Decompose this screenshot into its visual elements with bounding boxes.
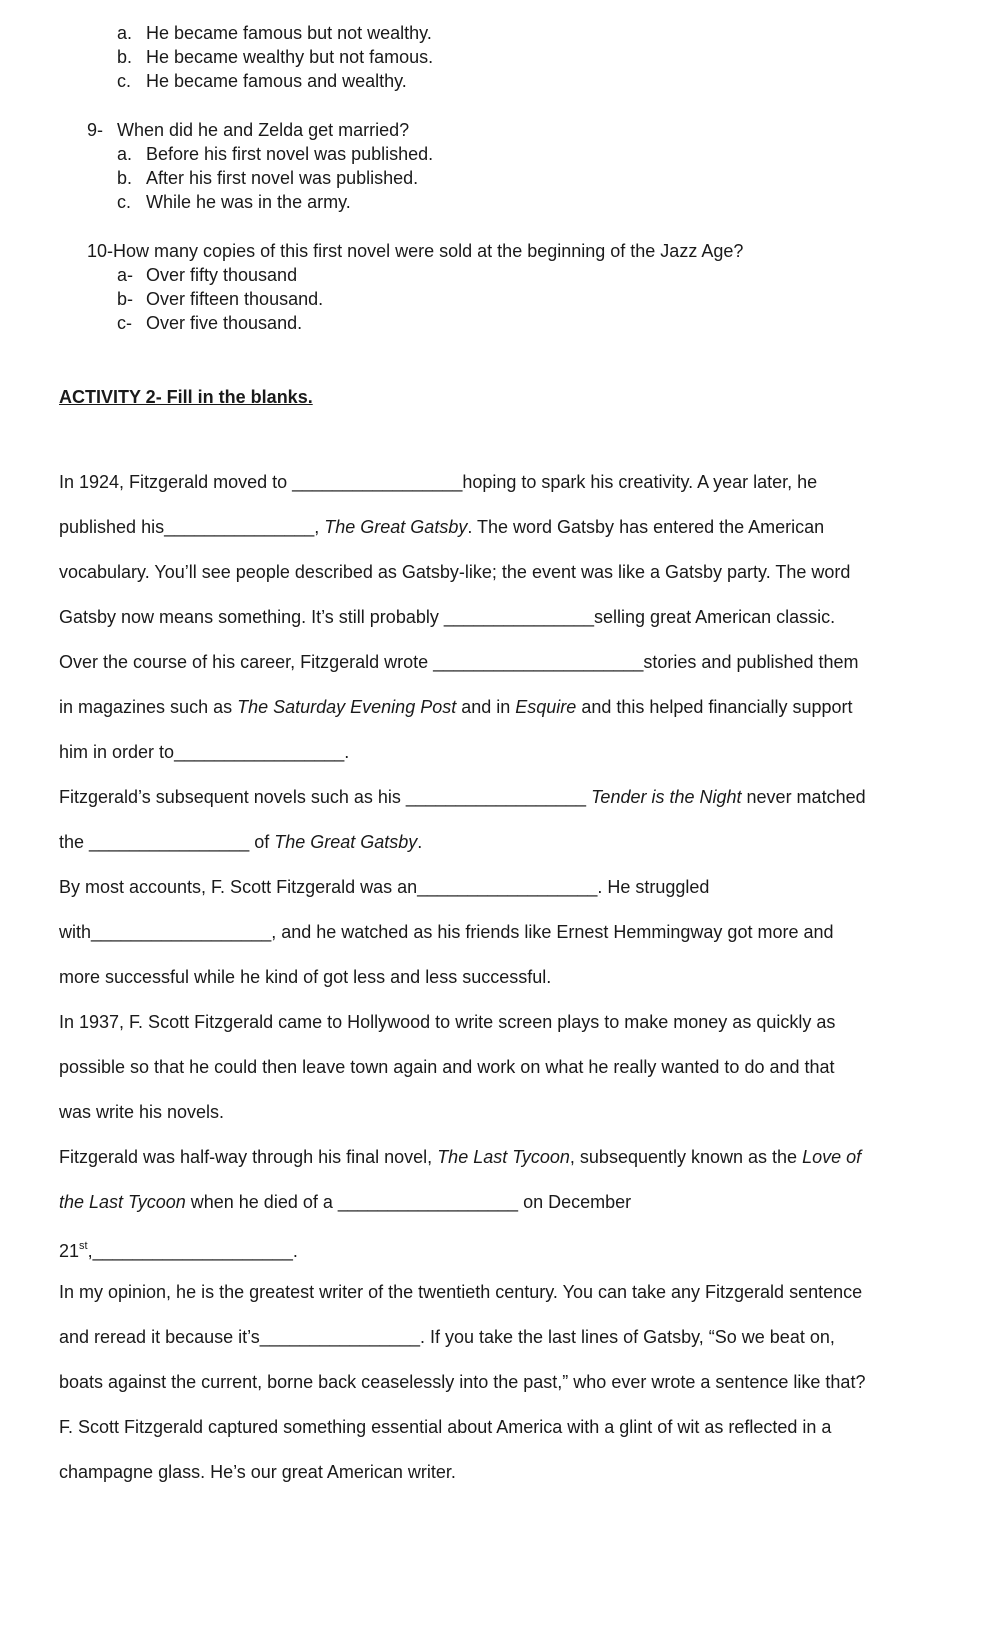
blank-field[interactable]: __________________ (337, 1192, 519, 1212)
magazine-title: Esquire (515, 697, 577, 717)
passage-line (59, 740, 349, 764)
option-marker: c. (117, 192, 132, 212)
line-text: hoping to spark his creativity. A year later, he (462, 472, 818, 492)
blank-field[interactable]: _________________ (174, 742, 345, 762)
q10-option-a (117, 263, 297, 287)
q9-option-c (117, 190, 351, 214)
line-text: Over the course of his career, Fitzgerald wrote (59, 652, 434, 672)
passage-line (59, 695, 853, 719)
activity-2-heading: ACTIVITY 2- Fill in the blanks. (59, 387, 313, 407)
line-text: selling great American classic. (594, 607, 836, 627)
passage-line (59, 875, 709, 899)
line-text: Fitzgerald’s subsequent novels such as his (59, 787, 406, 807)
line-text: when he died of a (185, 1192, 338, 1212)
line-text: with (59, 922, 92, 942)
passage-line: champagne glass. He’s our great American writer. (59, 1462, 456, 1482)
line-text: . The word Gatsby has entered the American (467, 517, 825, 537)
option-text: While he was in the army. (146, 192, 351, 212)
book-title: Love of (802, 1147, 862, 1167)
line-text: stories and published them (643, 652, 859, 672)
passage-line: In my opinion, he is the greatest writer of the twentieth century. You can take any Fitzgerald sentence (59, 1282, 863, 1302)
passage-line: more successful while he kind of got less and less successful. (59, 967, 552, 987)
blank-field[interactable]: __________________ (91, 922, 272, 942)
q10-option-b (117, 287, 323, 311)
option-text: Over fifteen thousand. (146, 289, 324, 309)
line-text: Fitzgerald was half-way through his final novel, (59, 1147, 438, 1167)
option-text: Before his first novel was published. (146, 144, 434, 164)
blank-field[interactable]: ____________________ (92, 1241, 293, 1261)
question-number: 9- (87, 120, 104, 140)
blank-field[interactable]: __________________ (405, 787, 587, 807)
line-text: By most accounts, F. Scott Fitzgerald was an (59, 877, 418, 897)
option-text: He became famous and wealthy. (146, 71, 407, 91)
line-text: of (249, 832, 275, 852)
blank-field[interactable]: _____________________ (433, 652, 644, 672)
ordinal-suffix: st (79, 1240, 88, 1252)
option-marker: c. (117, 71, 132, 91)
book-title: Tender is the Night (591, 787, 742, 807)
option-text: He became famous but not wealthy. (146, 23, 432, 43)
passage-line (59, 650, 859, 674)
passage-line (59, 605, 835, 629)
line-text: in magazines such as (59, 697, 238, 717)
passage-line: was write his novels. (59, 1102, 225, 1122)
line-text: , (87, 1241, 93, 1261)
q10-stem (87, 239, 743, 263)
book-title: The Great Gatsby (274, 832, 418, 852)
line-text: and this helped financially support (576, 697, 853, 717)
book-title: The Great Gatsby (324, 517, 468, 537)
blank-field[interactable]: __________________ (417, 877, 598, 897)
option-text: After his first novel was published. (146, 168, 419, 188)
passage-line: vocabulary. You’ll see people described as Gatsby-like; the event was like a Gatsby party. The word (59, 562, 851, 582)
passage-line (59, 1190, 631, 1214)
passage-line: boats against the current, borne back ceaselessly into the past,” who ever wrote a sentence like that? (59, 1372, 866, 1392)
passage-line (59, 920, 834, 944)
q8-option-a (117, 21, 432, 45)
blank-field[interactable]: _________________ (292, 472, 463, 492)
book-title: The Last Tycoon (437, 1147, 570, 1167)
option-marker: b- (117, 289, 134, 309)
option-marker: b. (117, 168, 133, 188)
passage-line: possible so that he could then leave town again and work on what he really wanted to do and that (59, 1057, 835, 1077)
line-text: . (417, 832, 423, 852)
option-text: Over fifty thousand (146, 265, 298, 285)
option-text: He became wealthy but not famous. (146, 47, 434, 67)
line-text: and in (456, 697, 516, 717)
line-text: him in order to (59, 742, 175, 762)
line-text: , and he watched as his friends like Ernest Hemmingway got more and (271, 922, 834, 942)
line-text: . He struggled (597, 877, 710, 897)
q8-option-c (117, 69, 407, 93)
line-text: 21 (59, 1241, 80, 1261)
blank-field[interactable]: ________________ (89, 832, 250, 852)
line-text: . (292, 1241, 298, 1261)
line-text: on December (518, 1192, 632, 1212)
option-marker: b. (117, 47, 133, 67)
book-title: the Last Tycoon (59, 1192, 186, 1212)
line-text: In 1924, Fitzgerald moved to (59, 472, 293, 492)
option-text: Over five thousand. (146, 313, 303, 333)
passage-line (59, 1145, 861, 1169)
q9-stem (87, 118, 409, 142)
line-text: , (314, 517, 325, 537)
blank-field[interactable]: _______________ (164, 517, 315, 537)
line-text: never matched (741, 787, 866, 807)
magazine-title: The Saturday Evening Post (237, 697, 457, 717)
question-text: How many copies of this first novel were sold at the beginning of the Jazz Age? (113, 241, 744, 261)
q10-option-c (117, 311, 302, 335)
passage-line: In 1937, F. Scott Fitzgerald came to Hollywood to write screen plays to make money as quickly as (59, 1012, 836, 1032)
q9-option-b (117, 166, 418, 190)
line-text: . (344, 742, 350, 762)
option-marker: a. (117, 144, 133, 164)
passage-line (59, 785, 866, 809)
passage-line (59, 830, 422, 854)
option-marker: c- (117, 313, 132, 333)
passage-line (59, 1235, 298, 1263)
blank-field[interactable]: _______________ (443, 607, 595, 627)
line-text: , subsequently known as the (569, 1147, 803, 1167)
q8-option-b (117, 45, 433, 69)
passage-line (59, 1325, 835, 1349)
option-marker: a. (117, 23, 133, 43)
question-text: When did he and Zelda get married? (117, 120, 410, 140)
option-marker: a- (117, 265, 134, 285)
blank-field[interactable]: ________________ (259, 1327, 420, 1347)
passage-line (59, 515, 824, 539)
line-text: published his (59, 517, 165, 537)
passage-line: F. Scott Fitzgerald captured something essential about America with a glint of wit as reflected in a (59, 1417, 832, 1437)
line-text: the (59, 832, 90, 852)
q9-option-a (117, 142, 433, 166)
passage-line (59, 470, 817, 494)
line-text: Gatsby now means something. It’s still probably (59, 607, 444, 627)
line-text: . If you take the last lines of Gatsby, “So we beat on, (419, 1327, 835, 1347)
line-text: and reread it because it’s (59, 1327, 260, 1347)
question-number: 10- (87, 241, 114, 261)
